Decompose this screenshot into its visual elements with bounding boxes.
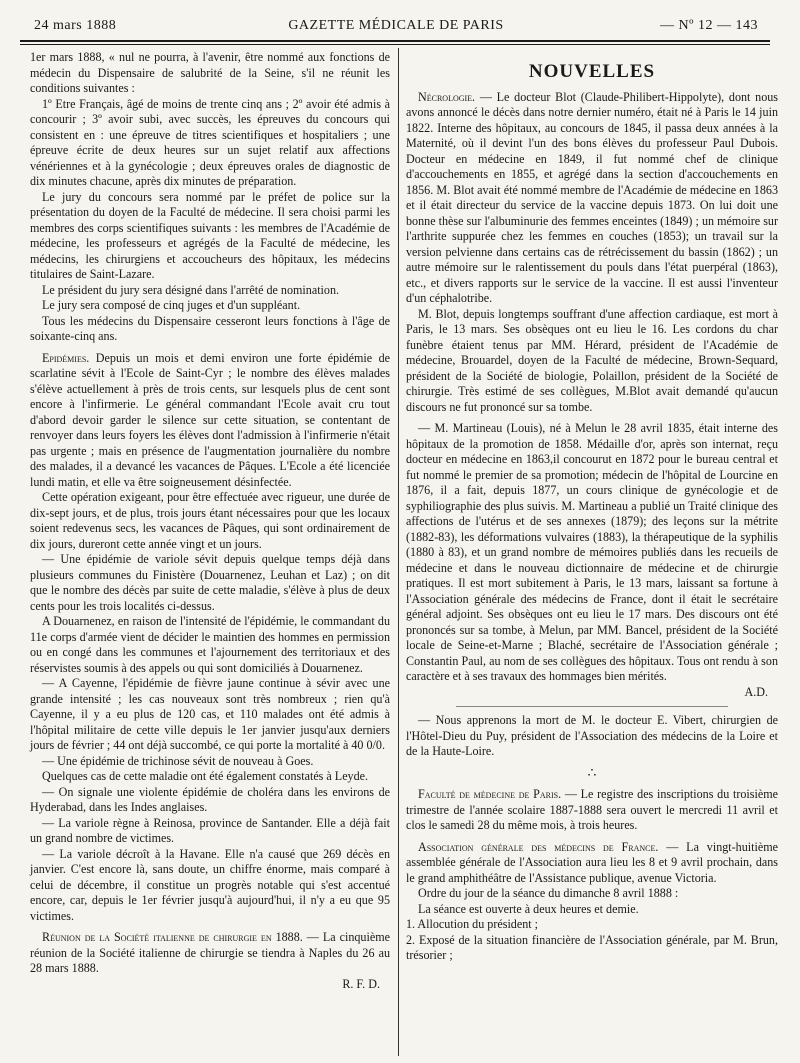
left-column	[30, 50, 390, 992]
column-divider	[398, 48, 399, 1056]
paragraph-association: Association générale des médecins de France. — La vingt-huitième assemblée générale de l'Association aura lieu les 8 et 9 avril prochain, dans le grand amphithéâtre de l'Assistance publique, avenue Victoria.	[406, 839, 778, 885]
paragraph-epidemies: Epidémies. Depuis un mois et demi environ une forte épidémie de scarlatine sévit à l'Ecole de Saint-Cyr ; le nombre des élèves malades s'élève actuellement à près de trois cents, sur lesquels plus de cent sont encore à l'infirmerie. Le général commandant l'Ecole avait cru tout d'abord devoir garder le silence sur cette situation, se contentant de renvoyer dans leurs foyers les élèves dont l'admission à l'infirmerie n'était pas urgente ; mais en présence de l'augmentation journalière du nombre des malades, il a devancé les vacances de Pâques. L'Ecole a été licenciée lundi matin, et elle va être soigneusement désinfectée.	[30, 350, 390, 489]
paragraph: Tous les médecins du Dispensaire cesseront leurs fonctions à l'âge de soixante-cinq ans.	[30, 313, 390, 343]
paragraph: A Douarnenez, en raison de l'intensité de l'épidémie, le commandant du 11e corps d'armée vient de décider le maintien des hommes en permission ou en congé dans les communes et l'ajournement des territoriaux et des réservistes soumis à des appels ou qui sont domiciliés à Douarnenez.	[30, 614, 390, 675]
paragraph: — La variole décroît à la Havane. Elle n'a causé que 269 décès en janvier. C'est encore là, sans doute, un chiffre énorme, mais comparé à celui de décembre, il constitue un progrès notable qui s'est accentué encore, car, depuis le 1er février jusqu'à aujourd'hui, il n'y a eu que 95 victimes.	[30, 846, 390, 923]
paragraph: — Nous apprenons la mort de M. le docteur E. Vibert, chirurgien de l'Hôtel-Dieu du Puy, président de l'Association des médecins de la Loire et de la Haute-Loire.	[406, 713, 778, 758]
paragraph: Ordre du jour de la séance du dimanche 8 avril 1888 :	[418, 886, 679, 900]
paragraph: Cette opération exigeant, pour être effectuée avec rigueur, une durée de dix-sept jours, et de plus, trois jours étant nécessaires pour que les locaux soient redevenus secs, les vacances de Pâques, qui sont ordinairement de dix jours, dureront cette année vingt et un jours.	[30, 490, 390, 551]
paragraph: — On signale une violente épidémie de choléra dans les environs de Hyderabad, dans les Indes anglaises.	[30, 784, 390, 814]
section-lead: Association générale des médecins de France.	[418, 839, 659, 854]
paragraph: Quelques cas de cette maladie ont été également constatés à Leyde.	[42, 769, 369, 783]
paragraph: — A Cayenne, l'épidémie de fièvre jaune continue à sévir avec une grande intensité ; les cas nouveaux sont très nombreux ; rien qu'à Cayenne, il y a eu plus de 120 cas, et 110 malades ont été admis à l'hôpital militaire de cette ville depuis le 1er janvier jusqu'aux derniers jours de février ; 44 ont déjà succombé, ce qui porte la mortalité à 40 0/0.	[30, 676, 390, 752]
header-title: GAZETTE MÉDICALE DE PARIS	[288, 18, 504, 33]
paragraph: — Une épidémie de variole sévit depuis quelque temps déjà dans plusieurs communes du Finistère (Douarnenez, Leuhan et Laz) ; on dit que le nombre des décès par suite de cette maladie, s'élève à plus de deux cents pour les trois localités ci-dessus.	[30, 552, 390, 613]
header-date: 24 mars 1888	[34, 18, 117, 33]
section-ornament: ∴	[587, 765, 597, 781]
paragraph: Le président du jury sera désigné dans l'arrêté de nomination.	[42, 282, 340, 297]
paragraph: 1er mars 1888, « nul ne pourra, à l'avenir, être nommé aux fonctions de médecin du Dispensaire de salubrité de la Seine, s'il ne réunit les conditions suivantes :	[30, 50, 390, 95]
paragraph: La séance est ouverte à deux heures et demie.	[418, 901, 639, 916]
section-lead: Réunion de la Société italienne de chirurgie en 1888.	[42, 930, 303, 944]
section-lead: Epidémies.	[42, 350, 90, 365]
paragraph-reunion: Réunion de la Société italienne de chirurgie en 1888. — La cinquième réunion de la Société italienne de chirurgie se tiendra à Naples du 26 au 28 mars 1888. R. F. D.	[30, 930, 390, 991]
section-lead: Faculté de médecine de Paris.	[418, 787, 562, 801]
paragraph-faculte: Faculté de médecine de Paris. — Le registre des inscriptions du troisième trimestre de l'année scolaire 1887-1888 sera ouvert le mercredi 11 avril et clos le samedi 28 du même mois, à trois heures.	[406, 787, 778, 832]
paragraph-necrologie: Nécrologie. — Le docteur Blot (Claude-Philibert-Hippolyte), dont nous avons annoncé le décès dans notre dernier numéro, était né à Paris le 14 juin 1822. Interne des hôpitaux, au concours de 1845, il passa deux années à la Maternité, où il devint l'un des bons élèves du professeur Paul Dubois. Docteur en médecine en 1849, il fut nommé chef de clinique d'accouchements en 1855, et agrégé dans la section d'accouchements en 1856. M. Blot avait été nommé membre de l'Académie de médecine en 1863 et il était directeur du service de la vaccine depuis 1873. On lui doit une bonne thèse sur l'albuminurie des femmes enceintes (1849) ; un mémoire sur l'arthrite suppurée chez les femmes en couches (1853); un travail sur la version pelvienne dans certains cas de rétrécissement du bassin (1862) ; un autre mémoire sur le ralentissement du pouls dans l'état puerpéral (1863), etc., et divers rapports sur le service de la vaccine. Il est aussi l'inventeur d'un céphalotribe.	[406, 89, 778, 305]
paragraph: Le jury du concours sera nommé par le préfet de police sur la présentation du doyen de la Faculté de médecine. Il sera choisi parmi les membres des corps scientifiques suivants : les membres de l'Académie de médecine, les professeurs et agrégés de la Faculté de médecine, les médecins, les chirurgiens et accoucheurs des hôpitaux, les médecins titulaires de Saint-Lazare.	[30, 189, 390, 281]
header-rule-thin	[20, 44, 770, 45]
list-item: 1. Allocution du président ;	[406, 917, 539, 931]
page-header	[34, 18, 758, 36]
paragraph: — Une épidémie de trichinose sévit de nouveau à Goes.	[42, 753, 314, 768]
signature: R. F. D.	[342, 976, 380, 991]
section-title: NOUVELLES	[528, 61, 656, 82]
paragraph: Le jury sera composé de cinq juges et d'un suppléant.	[42, 298, 301, 312]
paragraph: 1º Etre Français, âgé de moins de trente cinq ans ; 2º avoir été admis à concourir ; 3º avoir subi, avec succès, les épreuves du concours qui consistent en : une épreuve de titres scientifiques et hospitaliers ; une épreuve écrite de deux heures sur un sujet relatif aux affections vénériennes et à la gynécologie ; deux épreuves orales de diagnostic de dix minutes chacune, après dix minutes de préparation.	[30, 96, 390, 188]
header-rule	[20, 40, 770, 42]
right-column	[406, 50, 778, 964]
header-issue-number: — Nº 12 — 143	[660, 18, 758, 33]
section-lead: Nécrologie.	[418, 89, 476, 104]
paragraph: M. Blot, depuis longtemps souffrant d'une affection cardiaque, est mort à Paris, le 13 mars. Ses obsèques ont eu lieu le 16. Les cordons du char funèbre étaient tenus par MM. Hérard, président de l'Académie de médecine, Brouardel, doyen de la Faculté de médecine, Brown-Sequard, président de la Société de biologie, Polaillon, président de la Société de chirurgie. Très estimé de ses collègues, M.Blot avait demandé qu'aucun discours ne fut prononcé sur sa tombe.	[406, 306, 778, 414]
list-item: 2. Exposé de la situation financière de l'Association générale, par M. Brun, trésorier ;	[406, 932, 778, 962]
paragraph: — La variole règne à Reinosa, province de Santander. Elle a déjà fait un grand nombre de victimes.	[30, 815, 390, 845]
signature: A.D.	[744, 684, 768, 699]
paragraph: — M. Martineau (Louis), né à Melun le 28 avril 1835, était interne des hôpitaux de la promotion de 1858. Médaille d'or, après son internat, reçu docteur en médecine en 1863,il concourut en 1872 pour le bureau central et fut nommé le premier de sa promotion; médecin de l'hôpital de Lourcine en 1876, il a fait, depuis 1877, un cours clinique de gynécologie et de syphiliographie des plus suivis. M. Martineau a publié un Traité clinique des affections de l'utérus et de ses annexes (1879); des leçons sur la métrite (1882-83), les déformations vulvaires (1883), la thérapeutique de la syphilis (1880 à 83), et un grand nombre de mémoires publiés dans les recueils de médecine et dans le nouveau dictionnaire de médecine et de chirurgie pratiques. Il est mort subitement à Paris, le 13 mars, laissant sa fortune à l'Association générale des médecins de France, dont il était le secrétaire général adjoint. Ses obsèques ont eu lieu le 17 mars. Des discours ont été prononcés sur sa tombe, à Melun, par MM. Bancel, président de la Société locale de Seine-et-Marne ; Blaché, secrétaire de l'Association générale ; Constantin Paul, au nom de ses collègues des hôpitaux. Tous ont rendu à son caractère et à ses travaux des hommages bien mérités.	[406, 421, 778, 683]
separator	[456, 706, 728, 707]
